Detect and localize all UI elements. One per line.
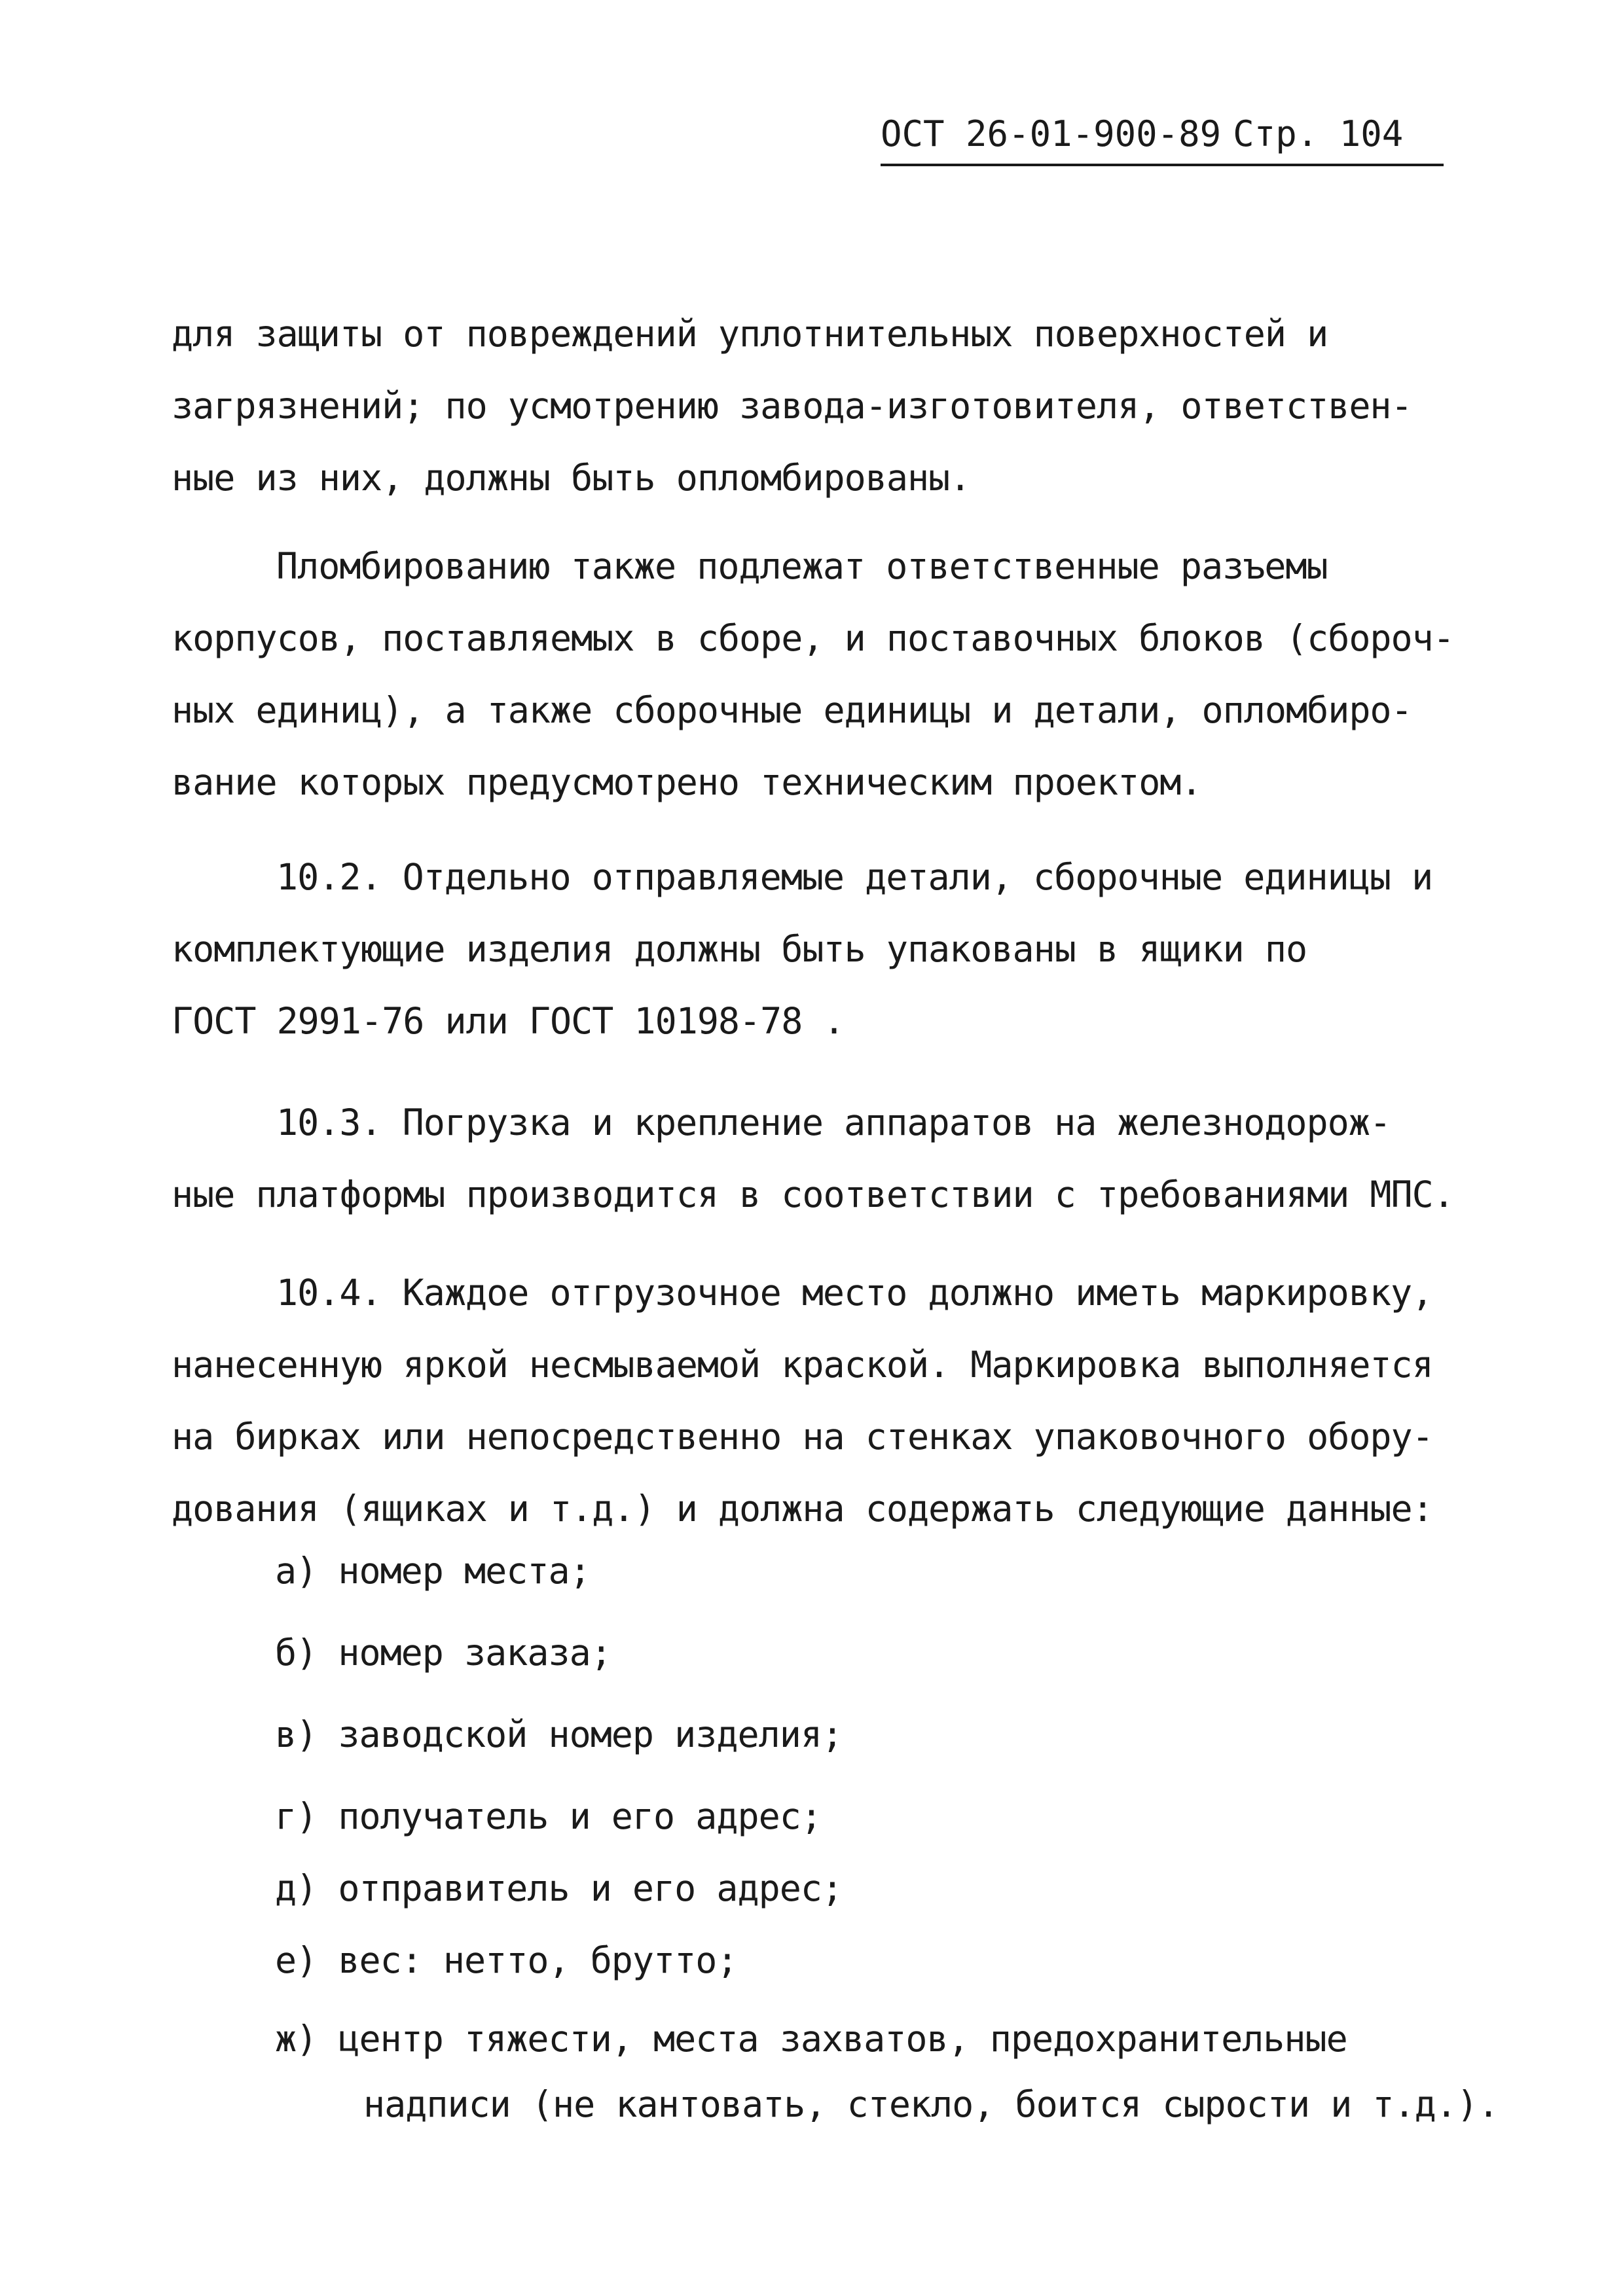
page-number: Стр. 104 — [1233, 113, 1404, 154]
list-item: б) номер заказа; — [275, 1632, 611, 1674]
list-item: в) заводской номер изделия; — [275, 1713, 843, 1755]
list-item: е) вес: нетто, брутто; — [275, 1939, 738, 1981]
list-item: ж) центр тяжести, места захватов, предохранительные — [275, 2018, 1347, 2060]
text-line: дования (ящиках и т.д.) и должна содержать следующие данные: — [172, 1488, 1433, 1530]
text-line: 10.4. Каждое отгрузочное место должно иметь маркировку, — [276, 1272, 1433, 1314]
document-code: ОСТ 26-01-900-89 — [881, 113, 1222, 154]
list-item: д) отправитель и его адрес; — [275, 1867, 843, 1909]
text-line: вание которых предусмотрено техническим проектом. — [172, 761, 1202, 803]
text-line: 10.2. Отдельно отправляемые детали, сборочные единицы и — [276, 856, 1433, 898]
paragraph-sealing — [172, 530, 1474, 818]
text-line: для защиты от повреждений уплотнительных поверхностей и — [172, 313, 1328, 355]
text-line: на бирках или непосредственно на стенках упаковочного обору- — [172, 1416, 1433, 1458]
paragraph-10-2 — [172, 841, 1474, 1057]
paragraph-protection — [172, 298, 1474, 514]
paragraph-10-3 — [172, 1086, 1474, 1230]
text-line: ГОСТ 2991-76 или ГОСТ 10198-78 . — [172, 1000, 845, 1042]
text-line: Пломбированию также подлежат ответственные разъемы — [276, 545, 1328, 587]
page-header — [881, 111, 1444, 166]
text-line: нанесенную яркой несмываемой краской. Маркировка выполняется — [172, 1344, 1433, 1386]
text-line: 10.3. Погрузка и крепление аппаратов на железнодорож- — [276, 1102, 1391, 1143]
text-line: комплектующие изделия должны быть упакованы в ящики по — [172, 928, 1307, 970]
text-line: загрязнений; по усмотрению завода-изготовителя, ответствен- — [172, 385, 1412, 427]
paragraph-10-4 — [172, 1257, 1474, 1545]
text-line: ные из них, должны быть опломбированы. — [172, 457, 971, 499]
list-item-continuation: надписи (не кантовать, стекло, боится сырости и т.д.). — [363, 2083, 1499, 2125]
text-line: ные платформы производится в соответствии с требованиями МПС. — [172, 1174, 1454, 1215]
list-item: а) номер места; — [275, 1550, 591, 1592]
text-line: ных единиц), а также сборочные единицы и детали, опломбиро- — [172, 689, 1412, 731]
text-line: корпусов, поставляемых в сборе, и поставочных блоков (сбороч- — [172, 617, 1454, 659]
list-item: г) получатель и его адрес; — [275, 1795, 822, 1837]
